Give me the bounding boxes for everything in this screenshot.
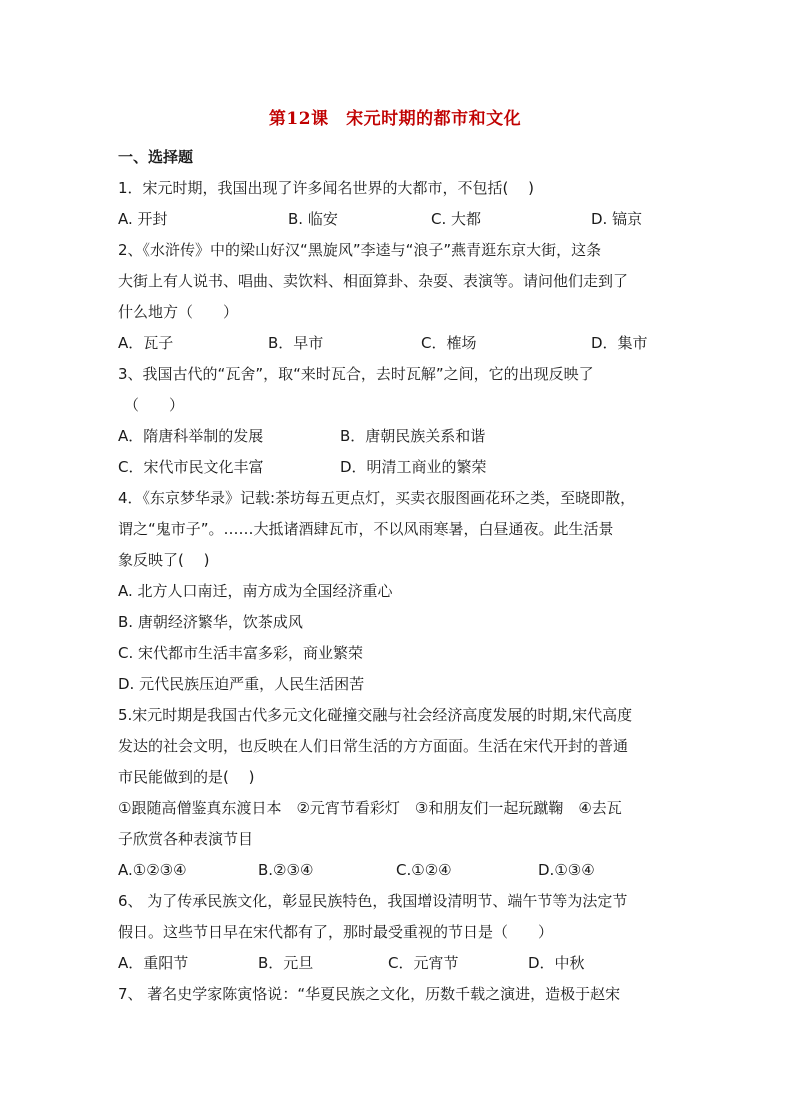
option-a: A.①②③④ [118,861,187,879]
question-6-line-1: 6、 为了传承民族文化，彰显民族特色，我国增设清明节、端午节等为法定节 [118,892,628,910]
option-b: B．元旦 [258,954,314,972]
question-5-line-1: 5.宋元时期是我国古代多元文化碰撞交融与社会经济高度发展的时期,宋代高度 [118,706,633,724]
question-4-line-1: 4．《东京梦华录》记载:茶坊每五更点灯，买卖衣服图画花环之类，至晓即散， [118,489,636,507]
section-heading: 一、选择题 [118,148,194,166]
question-6-line-2: 假日。这些节日早在宋代都有了，那时最受重视的节日是（ ） [118,923,554,941]
option-c: C．元宵节 [388,954,459,972]
option-a: A．隋唐科举制的发展 [118,427,264,445]
question-2-options [118,328,670,359]
question-4-option-d: D. 元代民族压迫严重，人民生活困苦 [118,675,365,693]
question-2-line-2: 大街上有人说书、唱曲、卖饮料、相面算卦、杂耍、表演等。请问他们走到了 [118,272,629,290]
question-7-line-1: 7、 著名史学家陈寅恪说：“华夏民族之文化，历数千载之演进，造极于赵宋 [118,985,621,1003]
question-4-line-2: 谓之“鬼市子”。……大抵诸酒肆瓦市，不以风雨寒暑，白昼通夜。此生活景 [118,520,614,538]
option-b: B．早市 [268,334,324,352]
question-4-option-a: A. 北方人口南迁，南方成为全国经济重心 [118,582,393,600]
question-1-stem: 1．宋元时期，我国出现了许多闻名世界的大都市，不包括( ) [118,179,535,197]
option-d: D．中秋 [528,954,585,972]
option-b: B. 临安 [288,210,338,228]
option-d: D．集市 [591,334,648,352]
question-3-line-2: （ ） [124,396,185,414]
question-list [118,142,670,1010]
option-a: A. 开封 [118,210,168,228]
option-c: C．宋代市民文化丰富 [118,458,264,476]
option-c: C.①②④ [396,861,452,879]
option-c: C．榷场 [421,334,477,352]
option-b: B．唐朝民族关系和谐 [340,427,486,445]
question-5-line-2: 发达的社会文明，也反映在人们日常生活的方方面面。生活在宋代开封的普通 [118,737,629,755]
question-3-line-1: 3、我国古代的“瓦舍”，取“来时瓦合，去时瓦解”之间，它的出现反映了 [118,365,594,383]
option-c: C. 大都 [431,210,482,228]
question-1-options [118,204,670,235]
question-4-line-3: 象反映了( ) [118,551,210,569]
page-title: 第12课 宋元时期的都市和文化 [268,109,522,129]
option-d: D.①③④ [538,861,595,879]
question-6-options [118,948,670,979]
question-5-line-5: 子欣赏各种表演节目 [118,830,254,848]
question-4-option-b: B. 唐朝经济繁华，饮茶成风 [118,613,303,631]
option-d: D．明清工商业的繁荣 [340,458,487,476]
question-5-options [118,855,670,886]
option-a: A．重阳节 [118,954,189,972]
question-3-options-row-2 [118,452,670,483]
question-2-line-3: 什么地方（ ） [118,303,239,321]
question-3-options-row-1 [118,421,670,452]
option-a: A．瓦子 [118,334,174,352]
option-b: B.②③④ [258,861,314,879]
question-4-option-c: C. 宋代都市生活丰富多彩，商业繁荣 [118,644,364,662]
option-d: D. 镐京 [591,210,643,228]
question-2-line-1: 2、《水浒传》中的梁山好汉“黑旋风”李逵与“浪子”燕青逛东京大街，这条 [118,241,602,259]
question-5-line-3: 市民能做到的是( ) [118,768,255,786]
question-5-line-4: ①跟随高僧鉴真东渡日本 ②元宵节看彩灯 ③和朋友们一起玩蹴鞠 ④去瓦 [118,799,622,817]
